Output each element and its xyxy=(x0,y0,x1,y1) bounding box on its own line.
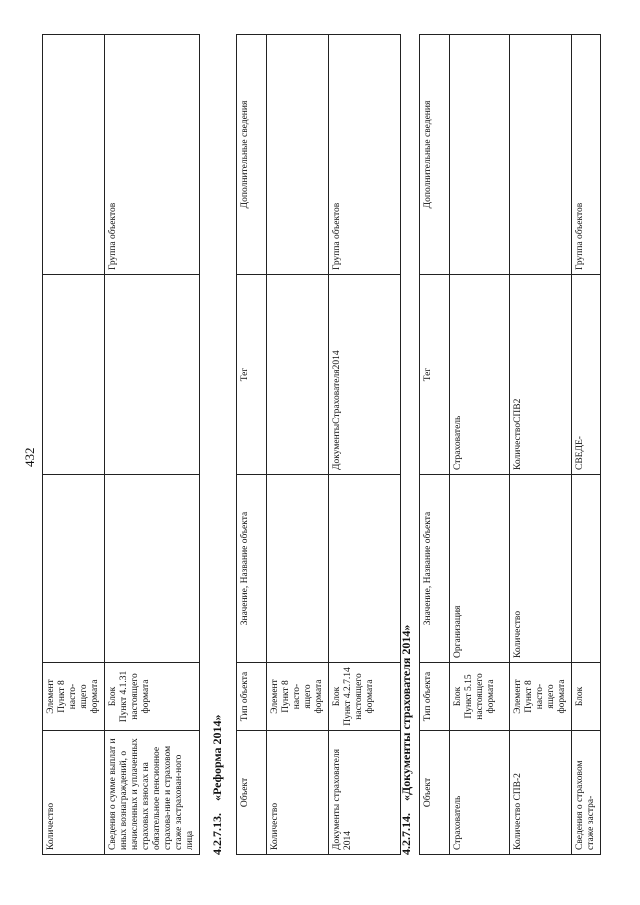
cell-text: Страхователь xyxy=(453,415,463,470)
cell-text: Количество СПВ-2 xyxy=(513,773,523,850)
table-row xyxy=(450,35,510,855)
cell-text: Документы страхователя 2014 xyxy=(332,749,353,850)
table-cell xyxy=(105,731,200,855)
cell-text: ДокументыСтрахователя2014 xyxy=(332,350,342,470)
cell-text: Элемент Пункт 8 насто- ящего формата xyxy=(513,679,567,714)
cell-text: Группа объектов xyxy=(575,202,585,270)
table-cell xyxy=(450,731,510,855)
section-14-heading xyxy=(399,625,414,855)
header-cell: Дополнительные сведения xyxy=(420,35,450,275)
table-cell xyxy=(572,731,601,855)
cell-text: Организация xyxy=(453,605,463,658)
header-row xyxy=(237,35,267,855)
page-number: 432 xyxy=(22,447,37,467)
table-cell xyxy=(267,35,329,275)
section-13-title: «Реформа 2014» xyxy=(210,714,224,801)
table-cell xyxy=(450,663,510,731)
section-14-title: «Документы страхователя 2014» xyxy=(399,624,413,801)
table-cell xyxy=(105,475,200,663)
header-cell: Дополнительные сведения xyxy=(237,35,267,275)
table-cell xyxy=(329,35,401,275)
table-cell xyxy=(510,35,572,275)
table-cell xyxy=(572,475,601,663)
cell-text: Количество xyxy=(46,802,56,850)
cell-text: Количество xyxy=(270,802,280,850)
header-cell: Значение, Название объекта xyxy=(237,475,267,663)
table-cell xyxy=(43,475,105,663)
table-13 xyxy=(236,34,401,855)
cell-text: Сведения о сумме выплат и иных вознаграждений, о начисленных и уплаченных страховых взносах на обязательное пенсионное страхова-ние и страховом стаже застрахован-ного лица xyxy=(108,738,195,850)
cell-text: Группа объектов xyxy=(108,202,118,270)
header-cell: Объект xyxy=(420,731,450,855)
table-cell xyxy=(43,731,105,855)
table-cell xyxy=(267,275,329,475)
table-cell xyxy=(105,275,200,475)
table-cell xyxy=(450,35,510,275)
cell-text: Блок Пункт 4.1.31 настоящего формата xyxy=(108,670,151,723)
table-cell xyxy=(105,35,200,275)
cell-text: Элемент Пункт 8 насто- ящего формата xyxy=(46,679,100,714)
cell-text: Количество xyxy=(513,610,523,658)
header-row xyxy=(420,35,450,855)
header-cell: Значение, Название объекта xyxy=(420,475,450,663)
table-14 xyxy=(419,34,601,855)
table-row xyxy=(510,35,572,855)
cell-text: Блок Пункт 4.2.7.14 настоящего формата xyxy=(332,667,375,726)
table-cell xyxy=(572,663,601,731)
header-cell: Тип объекта xyxy=(420,663,450,731)
table-cell xyxy=(43,275,105,475)
table-cell xyxy=(329,275,401,475)
table-cell xyxy=(572,275,601,475)
cell-text: КоличествоСПВ2 xyxy=(513,398,523,470)
header-cell: Тег xyxy=(237,275,267,475)
cell-text: Сведения о страховом стаже застра- xyxy=(575,760,596,850)
table-cell xyxy=(510,731,572,855)
section-14-number: 4.2.7.14. xyxy=(399,813,413,855)
table-row xyxy=(267,35,329,855)
table-cell xyxy=(329,663,401,731)
header-cell: Тег xyxy=(420,275,450,475)
table-row xyxy=(329,35,401,855)
table-cell xyxy=(43,663,105,731)
header-cell: Тип объекта xyxy=(237,663,267,731)
cell-text: Страхователь xyxy=(453,795,463,850)
header-cell: Объект xyxy=(237,731,267,855)
table-cell xyxy=(510,475,572,663)
table-row xyxy=(43,35,105,855)
table-cell xyxy=(267,475,329,663)
section-13-heading xyxy=(210,714,225,855)
table-cell xyxy=(510,275,572,475)
section-13-number: 4.2.7.13. xyxy=(210,813,224,855)
table-cell xyxy=(510,663,572,731)
table-cell xyxy=(43,35,105,275)
table-cell xyxy=(329,475,401,663)
table-cell xyxy=(450,475,510,663)
table-cell xyxy=(105,663,200,731)
table-cell xyxy=(329,731,401,855)
cell-text: Группа объектов xyxy=(332,202,342,270)
table-cell xyxy=(267,663,329,731)
table-row xyxy=(572,35,601,855)
cell-text: СВЕДЕ- xyxy=(575,436,585,470)
table-top xyxy=(42,34,200,855)
cell-text: Блок xyxy=(575,686,585,707)
table-cell xyxy=(267,731,329,855)
cell-text: Элемент Пункт 8 насто- ящего формата xyxy=(270,679,324,714)
table-row xyxy=(105,35,200,855)
cell-text: Блок Пункт 5.15 настоящего формата xyxy=(453,673,496,720)
table-cell xyxy=(450,275,510,475)
table-cell xyxy=(572,35,601,275)
